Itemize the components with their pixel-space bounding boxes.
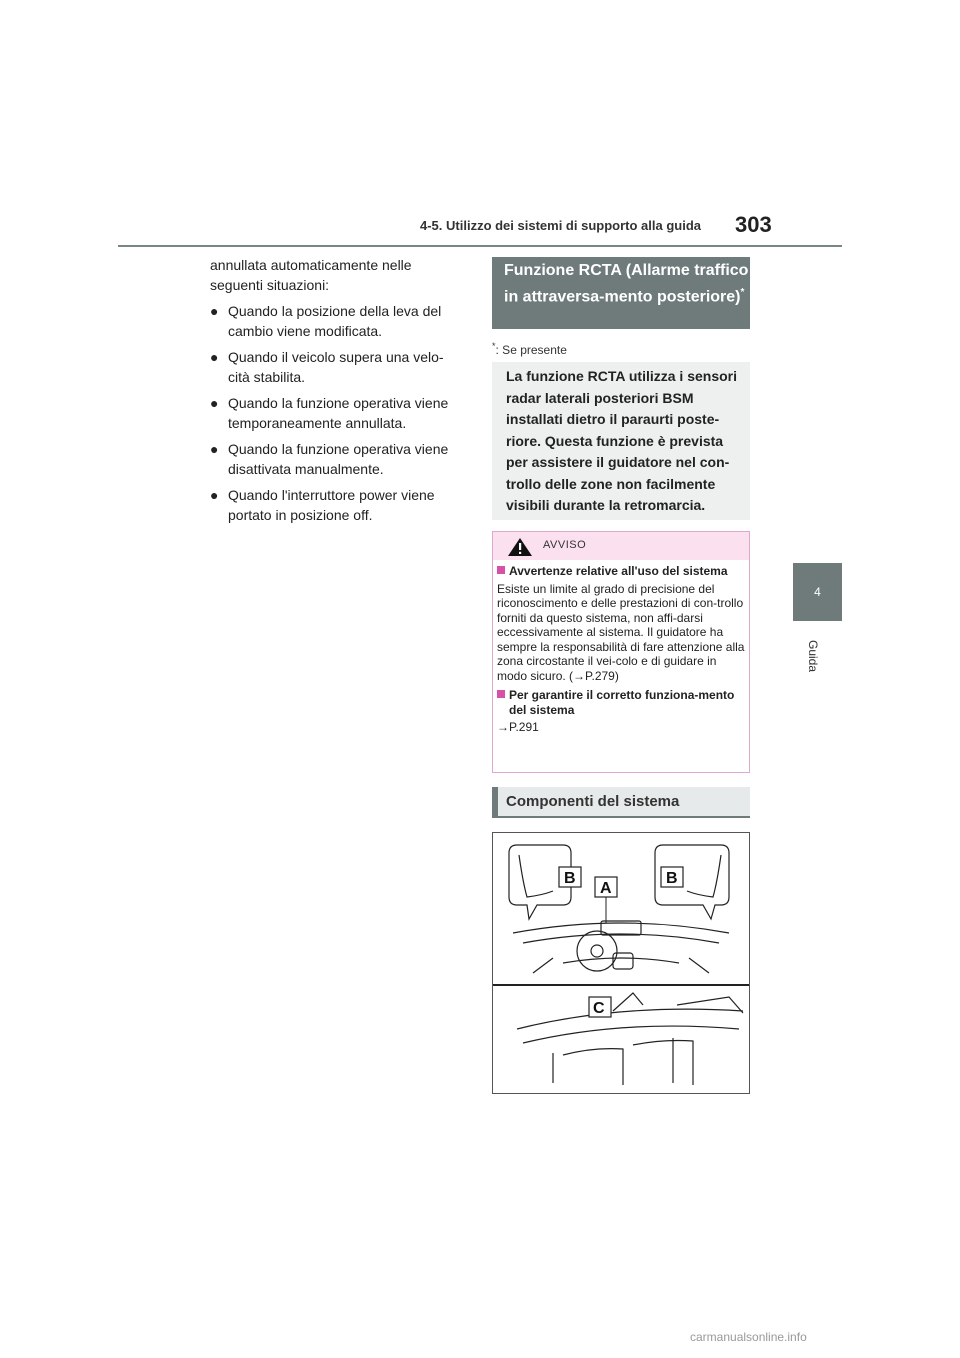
list-item: ● Quando la funzione operativa viene disattivata manualmente. <box>210 441 449 477</box>
heading-footnote-mark: * <box>740 287 745 298</box>
header-rule <box>118 245 842 247</box>
warning-paragraph: Esiste un limite al grado di precisione del riconoscimento e delle prestazioni di con-trollo forniti da questo sistema, non affi-darsi eccessivamente al sistema. Il guidatore ha sempre la responsabilità di fare attenzione alla zona circostante il vei-colo e di guidare in modo sicuro. (→P.279) <box>497 581 745 683</box>
rcta-intro-box: La funzione RCTA utilizza i sensori radar laterali posteriori BSM installati dietro il paraurti poste-riore. Questa funzione è prevista per assistere il guidatore nel con-trollo delle zone non facilmente visibili durante la retromarcia. <box>492 362 750 520</box>
bullet-icon: ● <box>210 441 219 457</box>
square-bullet-icon <box>497 690 505 698</box>
label-b-left: B <box>564 870 576 887</box>
vehicle-illustration <box>493 833 749 1093</box>
bullet-icon: ● <box>210 349 219 365</box>
chapter-label: Guida <box>806 640 820 673</box>
list-item: ● Quando la funzione operativa viene temporaneamente annullata. <box>210 395 449 431</box>
watermark: carmanualsonline.info <box>690 1330 807 1344</box>
chapter-tab: 4 <box>793 563 842 621</box>
warning-box <box>492 531 750 773</box>
section-title: 4-5. Utilizzo dei sistemi di supporto alla guida <box>420 218 701 233</box>
list-item: ● Quando il veicolo supera una velo-cità stabilita. <box>210 349 444 385</box>
warning-header <box>493 532 749 560</box>
label-a: A <box>600 880 612 897</box>
bullet-icon: ● <box>210 395 219 411</box>
square-bullet-icon <box>497 566 505 574</box>
left-column <box>210 255 460 531</box>
warning-subheading: Avvertenze relative all'uso del sistema <box>497 564 745 579</box>
system-components-illustration <box>492 832 750 1094</box>
bullet-icon: ● <box>210 303 219 319</box>
bullet-icon: ● <box>210 487 219 503</box>
list-item: ● Quando l'interruttore power viene portato in posizione off. <box>210 487 435 523</box>
label-b-right: B <box>666 870 678 887</box>
footnote: *: Se presente <box>492 341 567 357</box>
left-intro: annullata automaticamente nelle seguenti situazioni: <box>210 257 412 293</box>
condition-list <box>210 301 460 525</box>
components-heading: Componenti del sistema <box>492 787 750 818</box>
warning-body <box>497 564 745 740</box>
page-reference-link[interactable]: →P.291 <box>497 720 539 734</box>
warning-title: AVVISO <box>543 539 587 551</box>
warning-triangle-icon <box>507 537 533 557</box>
rcta-heading: Funzione RCTA (Allarme traffico in attraversa-mento posteriore)* <box>492 257 750 329</box>
label-c: C <box>593 1000 605 1017</box>
list-item: ● Quando la posizione della leva del cambio viene modificata. <box>210 303 442 339</box>
page-number: 303 <box>735 212 772 237</box>
warning-subheading: Per garantire il corretto funziona-mento del sistema <box>497 688 745 717</box>
